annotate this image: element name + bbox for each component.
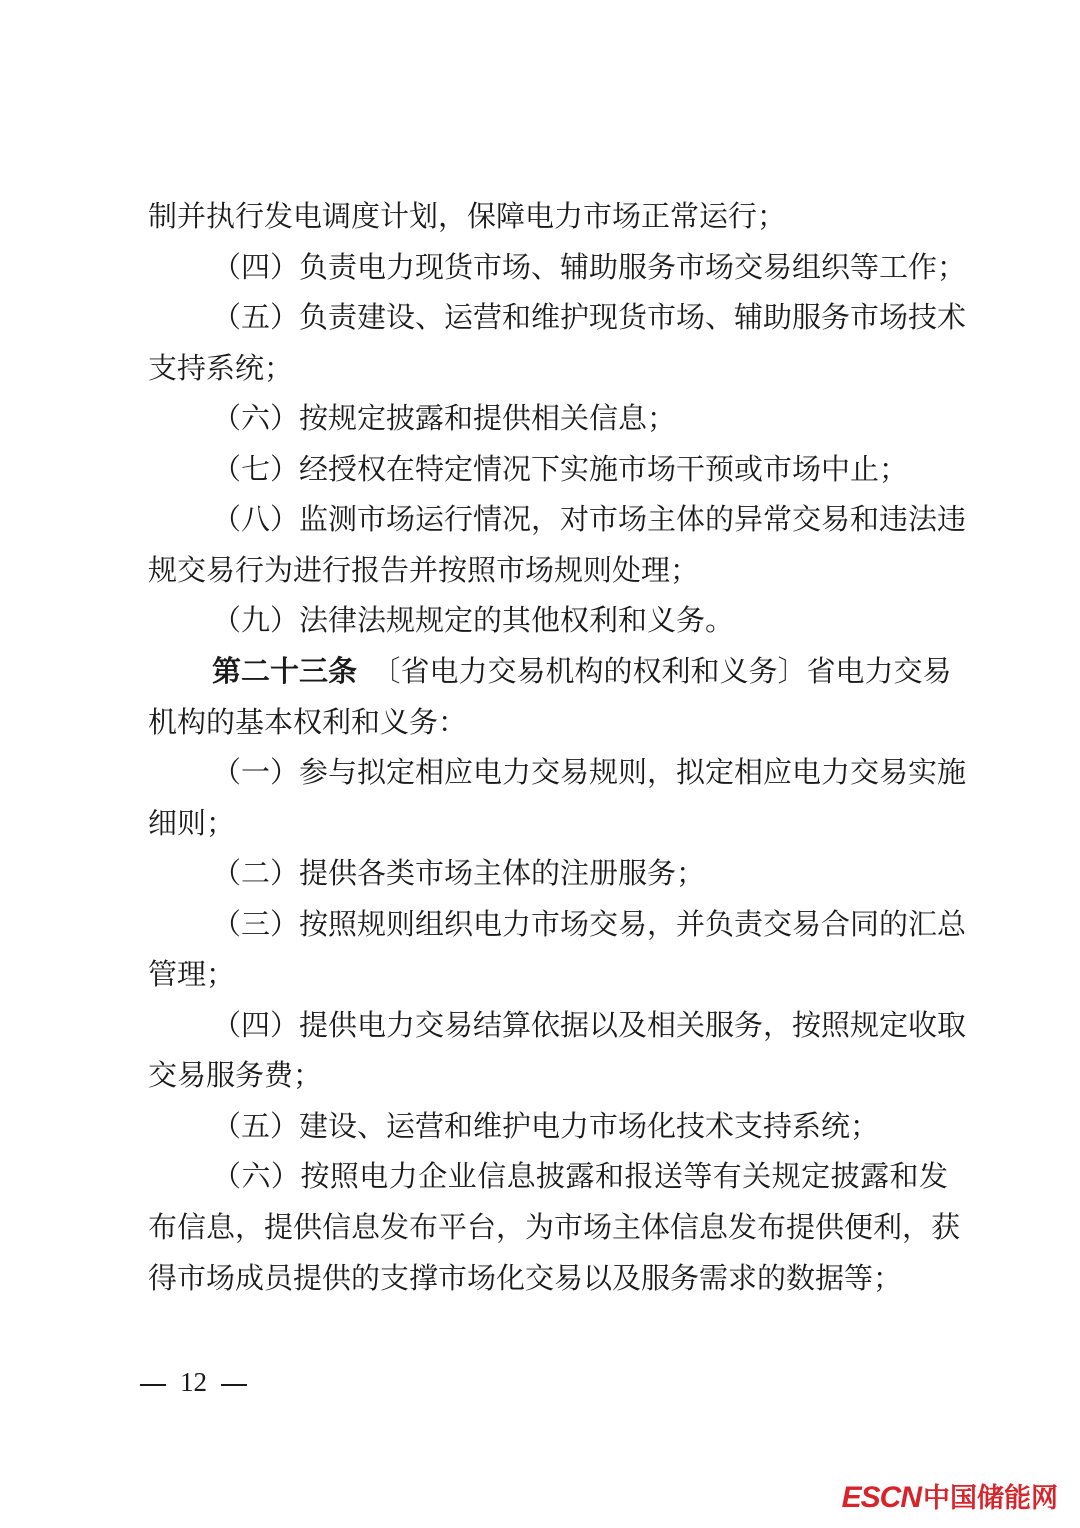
text-line: （五）建设、运营和维护电力市场化技术支持系统； [212, 1109, 880, 1143]
text-line: （八）监测市场运行情况，对市场主体的异常交易和违法违 [212, 502, 967, 536]
text-line [212, 651, 952, 691]
text-line: 支持系统； [148, 351, 294, 385]
watermark-chinese: 中国储能网 [923, 1483, 1058, 1513]
page-number-value: 12 [180, 1367, 207, 1397]
text-line: （五）负责建设、运营和维护现货市场、辅助服务市场技术 [212, 300, 967, 334]
page-number [140, 1362, 280, 1402]
text-line: 布信息，提供信息发布平台，为市场主体信息发布提供便利，获 [148, 1210, 961, 1244]
text-line: 交易服务费； [148, 1058, 323, 1092]
article-gap [357, 654, 386, 688]
page-number-left-dash [140, 1384, 166, 1386]
text-line: （九）法律法规规定的其他权利和义务。 [212, 603, 735, 637]
text-line: 规交易行为进行报告并按照市场规则处理； [148, 553, 700, 587]
text-line: （三）按照规则组织电力市场交易，并负责交易合同的汇总 [212, 907, 967, 941]
text-line: （二）提供各类市场主体的注册服务； [212, 856, 706, 890]
watermark-latin: ESCN [841, 1481, 921, 1514]
text-line: （六）按规定披露和提供相关信息； [212, 401, 677, 435]
text-line: 得市场成员提供的支撑市场化交易以及服务需求的数据等； [148, 1261, 903, 1295]
article-number: 第二十三条 [212, 654, 358, 688]
escn-watermark-logo [842, 1478, 1058, 1523]
text-line-content: 〔省电力交易机构的权利和义务〕省电力交易 [386, 654, 952, 688]
text-line: 制并执行发电调度计划，保障电力市场正常运行； [148, 199, 787, 233]
text-line: （一）参与拟定相应电力交易规则，拟定相应电力交易实施 [212, 755, 967, 789]
text-line: 机构的基本权利和义务： [148, 705, 468, 739]
text-line: 细则； [148, 806, 236, 840]
text-line: （四）提供电力交易结算依据以及相关服务，按照规定收取 [212, 1008, 967, 1042]
text-line: （六）按照电力企业信息披露和报送等有关规定披露和发 [212, 1159, 948, 1193]
text-line: （七）经授权在特定情况下实施市场干预或市场中止； [212, 452, 909, 486]
text-line: 管理； [148, 957, 236, 991]
text-line: （四）负责电力现货市场、辅助服务市场交易组织等工作； [212, 250, 967, 284]
page-number-right-dash [221, 1384, 247, 1386]
